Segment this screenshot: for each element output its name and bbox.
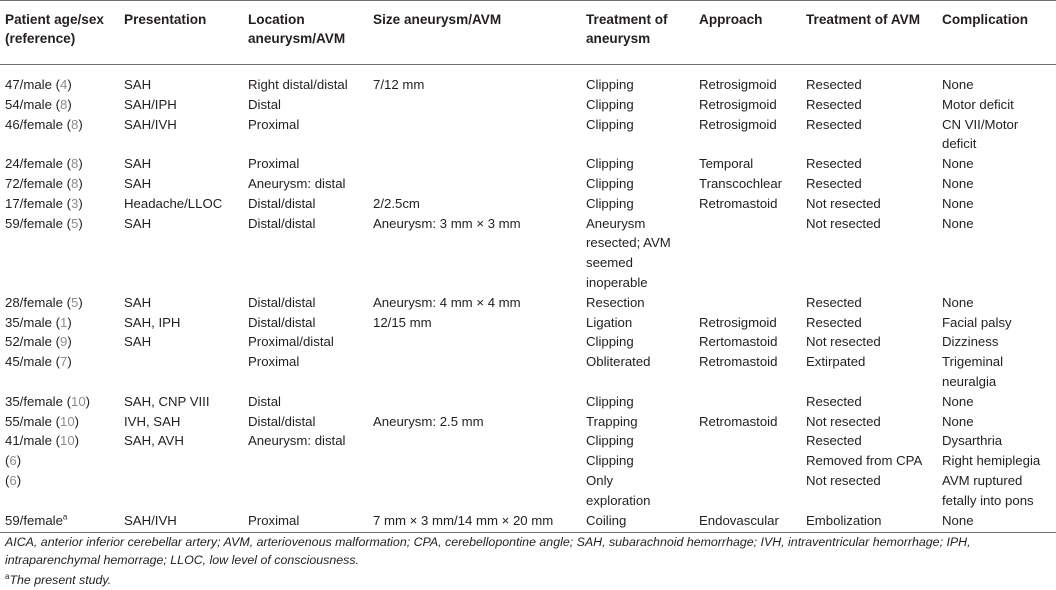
table-body: [0, 65, 1056, 533]
cell-size: 7/12 mm: [373, 77, 425, 92]
cell-treatment-aneurysm: [581, 194, 694, 214]
cell-treatment-avm: Not resected: [806, 334, 881, 350]
cell-treatment-aneurysm: [581, 392, 694, 412]
cell-treatment-aneurysm: [581, 293, 694, 313]
table-row: [0, 115, 1056, 155]
cell-treatment-aneurysm-text: Clipping: [586, 453, 634, 469]
cell-patient: 52/male (9): [5, 334, 72, 350]
cell-size: [368, 471, 581, 511]
cell-presentation: SAH: [124, 156, 152, 172]
cell-treatment-aneurysm: [581, 65, 694, 95]
cell-presentation: [119, 471, 243, 511]
cell-complication-text: Right hemiplegia: [942, 453, 1041, 469]
cell-presentation: SAH/IVH: [124, 116, 177, 132]
cell-complication: [937, 511, 1056, 533]
cell-patient: 59/female (5): [5, 215, 83, 231]
cell-patient: 54/male (8): [5, 96, 72, 112]
cell-treatment-aneurysm: [581, 115, 694, 155]
reference-link[interactable]: 8: [71, 116, 79, 132]
cell-treatment-avm: Not resected: [806, 472, 881, 488]
cell-treatment-avm: Resected: [806, 96, 862, 112]
cell-treatment-aneurysm: [581, 174, 694, 194]
cell-complication: [937, 451, 1056, 471]
cell-complication: [937, 332, 1056, 352]
cell-treatment-aneurysm-text: Clipping: [586, 96, 634, 112]
cell-complication-text: Motor deficit: [942, 96, 1014, 112]
cell-location: [243, 471, 368, 511]
reference-link[interactable]: 5: [71, 294, 79, 310]
reference-link[interactable]: 10: [60, 413, 75, 429]
cell-treatment-aneurysm: [581, 511, 694, 533]
cell-treatment-aneurysm: [581, 431, 694, 451]
cell-patient: 35/female (10): [5, 393, 91, 409]
patient-age-sex: 59/female: [5, 512, 63, 528]
cell-treatment-aneurysm: [581, 332, 694, 352]
cell-treatment-aneurysm: [581, 214, 694, 293]
cell-complication: [937, 293, 1056, 313]
cell-complication-text: None: [942, 294, 974, 310]
reference-link[interactable]: 4: [60, 77, 68, 92]
cell-treatment-avm: Resected: [806, 77, 862, 92]
cell-size: 2/2.5cm: [373, 195, 420, 211]
patient-age-sex: 59/female: [5, 215, 63, 231]
cell-presentation: SAH: [124, 294, 152, 310]
cell-location: Proximal/distal: [248, 334, 334, 350]
patient-age-sex: 47/male: [5, 77, 52, 92]
patient-age-sex: 35/female: [5, 393, 63, 409]
cell-approach: [694, 451, 801, 471]
cell-presentation: SAH, IPH: [124, 314, 181, 330]
cell-approach: Rertomastoid: [699, 334, 778, 350]
cell-treatment-avm: Removed from CPA: [806, 453, 923, 469]
patient-age-sex: 54/male: [5, 96, 52, 112]
cell-patient: 46/female (8): [5, 116, 83, 132]
table-header: [0, 1, 1056, 65]
table-row: [0, 431, 1056, 451]
cell-complication: [937, 214, 1056, 293]
table-footnotes: [5, 534, 1050, 590]
reference-link[interactable]: 8: [71, 175, 79, 191]
patient-age-sex: 46/female: [5, 116, 63, 132]
cell-treatment-aneurysm-text: Ligation: [586, 314, 633, 330]
cell-presentation: SAH: [124, 334, 152, 350]
table-row: [0, 352, 1056, 392]
cell-presentation: Headache/LLOC: [124, 195, 223, 211]
cell-approach: Retromastoid: [699, 413, 778, 429]
reference-link[interactable]: 7: [60, 354, 68, 370]
cell-approach: Temporal: [699, 156, 754, 172]
cell-treatment-aneurysm-text: Trapping: [586, 413, 638, 429]
cell-presentation: SAH, CNP VIII: [124, 393, 210, 409]
cell-presentation: [119, 352, 243, 392]
reference-link[interactable]: 9: [60, 334, 68, 350]
cell-complication-text: AVM ruptured fetally into pons: [942, 472, 1034, 508]
header-complication: Complication: [937, 1, 1056, 65]
cell-size: [368, 174, 581, 194]
cell-approach: Retrosigmoid: [699, 116, 777, 132]
cell-presentation: SAH: [124, 175, 152, 191]
cell-complication: [937, 471, 1056, 511]
cell-treatment-aneurysm-text: Resection: [586, 294, 645, 310]
cell-treatment-avm: Resected: [806, 393, 862, 409]
cell-size: 12/15 mm: [373, 314, 432, 330]
present-study-note: [5, 572, 1050, 590]
cell-approach: Endovascular: [694, 511, 801, 533]
cell-treatment-aneurysm-text: Clipping: [586, 77, 634, 92]
table-row: [0, 214, 1056, 293]
table-row: [0, 511, 1056, 533]
cell-complication: [937, 412, 1056, 432]
header-location: Location aneurysm/AVM: [243, 1, 368, 65]
cell-approach: [694, 214, 801, 293]
cell-complication: [937, 194, 1056, 214]
reference-link[interactable]: 6: [9, 472, 17, 488]
reference-link[interactable]: 10: [60, 433, 75, 449]
cell-treatment-aneurysm-text: Only exploration: [586, 472, 651, 508]
cell-complication-text: None: [942, 195, 974, 211]
cell-complication-text: Trigeminal neuralgia: [942, 354, 1004, 389]
cell-size: [368, 115, 581, 155]
cell-treatment-aneurysm: [581, 95, 694, 115]
table-row: [0, 412, 1056, 432]
reference-marker: a: [62, 512, 68, 522]
table-row: [0, 194, 1056, 214]
header-presentation: Presentation: [119, 1, 243, 65]
cell-approach: [694, 392, 801, 412]
cell-size: Aneurysm: 4 mm × 4 mm: [373, 294, 521, 310]
cell-size: [368, 352, 581, 392]
reference-link[interactable]: 8: [71, 156, 79, 172]
cell-treatment-avm: Resected: [806, 294, 862, 310]
cell-treatment-aneurysm: [581, 451, 694, 471]
cell-presentation: SAH, AVH: [124, 433, 184, 449]
patient-age-sex: 41/male: [5, 433, 52, 449]
cell-treatment-aneurysm: [581, 313, 694, 333]
cell-presentation: SAH: [124, 215, 152, 231]
header-approach: Approach: [694, 1, 801, 65]
cell-presentation: IVH, SAH: [124, 413, 181, 429]
abbreviations-note: AICA, anterior inferior cerebellar artery; AVM, arteriovenous malformation; CPA, cerebellopontine angle; SAH, subarachnoid hemorrhage; IVH, intraventricular hemorrhage; IPH, intraparenchymal hemorrage; LLOC, low level of consciousness.: [5, 535, 971, 567]
cell-treatment-avm: Resected: [806, 156, 862, 172]
header-patient: Patient age/sex (reference): [0, 1, 119, 65]
cell-treatment-avm: Resected: [806, 175, 862, 191]
cell-complication: [937, 431, 1056, 451]
cell-location: Distal/distal: [248, 294, 316, 310]
cell-complication: [937, 65, 1056, 95]
cell-treatment-aneurysm: [581, 352, 694, 392]
cell-patient: (6): [5, 453, 22, 469]
cell-complication-text: None: [942, 156, 974, 172]
present-study-text: The present study.: [9, 573, 112, 587]
table-row: [0, 471, 1056, 511]
cell-complication-text: CN VII/Motor deficit: [942, 116, 1019, 152]
cell-size: Aneurysm: 2.5 mm: [373, 413, 484, 429]
cell-patient: 45/male (7): [5, 354, 72, 370]
reference-link[interactable]: 3: [71, 195, 79, 211]
table-row: [0, 392, 1056, 412]
header-treatment-aneurysm: Treatment of aneurysm: [581, 1, 694, 65]
cell-treatment-avm: Not resected: [806, 413, 881, 429]
cell-location: Right distal/distal: [248, 77, 348, 92]
patient-age-sex: 45/male: [5, 354, 52, 370]
cell-treatment-aneurysm-text: Clipping: [586, 116, 634, 132]
cell-treatment-aneurysm: [581, 154, 694, 174]
cell-approach: [694, 471, 801, 511]
cell-treatment-aneurysm: [581, 471, 694, 511]
cell-complication: [937, 115, 1056, 155]
cell-treatment-aneurysm-text: Clipping: [586, 393, 634, 409]
table-row: [0, 65, 1056, 95]
table-row: [0, 451, 1056, 471]
cell-treatment-aneurysm-text: Clipping: [586, 156, 634, 172]
reference-link[interactable]: 10: [71, 393, 86, 409]
cell-complication: [937, 313, 1056, 333]
cell-complication-text: None: [942, 393, 974, 409]
table-row: [0, 95, 1056, 115]
cell-treatment-aneurysm-text: Obliterated: [586, 354, 651, 370]
cell-complication-text: Dysarthria: [942, 433, 1003, 449]
cell-presentation: SAH/IPH: [124, 96, 177, 112]
reference-link[interactable]: 8: [60, 96, 68, 112]
patient-age-sex: 24/female: [5, 156, 63, 172]
reference-link[interactable]: 5: [71, 215, 79, 231]
cell-presentation: [119, 451, 243, 471]
cell-patient: 17/female (3): [5, 195, 83, 211]
cell-size: Aneurysm: 3 mm × 3 mm: [373, 215, 521, 231]
cell-patient: 72/female (8): [5, 175, 83, 191]
cell-patient: 35/male (1): [5, 314, 72, 330]
cell-approach: Retromastoid: [699, 195, 778, 211]
cell-treatment-avm: Embolization: [801, 511, 937, 533]
cell-location: Aneurysm: distal: [248, 433, 346, 449]
cell-approach: Retrosigmoid: [699, 77, 777, 92]
cell-treatment-aneurysm-text: Aneurysm resected; AVM seemed inoperable: [586, 215, 671, 290]
cell-treatment-aneurysm-text: Coiling: [586, 512, 627, 528]
cell-patient: (6): [5, 472, 22, 488]
cell-size: [368, 95, 581, 115]
cell-treatment-aneurysm-text: Clipping: [586, 195, 634, 211]
cell-patient: 47/male (4): [5, 77, 72, 92]
cell-complication-text: Dizziness: [942, 334, 999, 350]
cell-complication-text: None: [942, 512, 974, 528]
cell-treatment-aneurysm-text: Clipping: [586, 175, 634, 191]
cell-complication: [937, 392, 1056, 412]
table-row: [0, 174, 1056, 194]
cell-location: Distal: [248, 393, 281, 409]
cell-size: [368, 332, 581, 352]
table-row: [0, 332, 1056, 352]
cell-treatment-avm: Resected: [806, 314, 862, 330]
cell-complication-text: Facial palsy: [942, 314, 1012, 330]
table-row: [0, 293, 1056, 313]
cell-location: Aneurysm: distal: [248, 175, 346, 191]
patient-age-sex: 28/female: [5, 294, 63, 310]
cell-size: [368, 451, 581, 471]
cell-complication: [937, 352, 1056, 392]
cell-location: Proximal: [248, 354, 300, 370]
cell-treatment-avm: Extirpated: [806, 354, 866, 370]
cell-location: Proximal: [243, 511, 368, 533]
cell-location: Distal/distal: [248, 314, 316, 330]
header-treatment-avm: Treatment of AVM: [801, 1, 937, 65]
cell-complication-text: None: [942, 77, 974, 92]
patient-age-sex: 52/male: [5, 334, 52, 350]
cell-presentation: SAH/IVH: [119, 511, 243, 533]
cell-complication-text: None: [942, 215, 974, 231]
patient-age-sex: 72/female: [5, 175, 63, 191]
cell-approach: Retrosigmoid: [699, 314, 777, 330]
cell-approach: Retrosigmoid: [699, 96, 777, 112]
cell-treatment-avm: Not resected: [806, 215, 881, 231]
cell-treatment-aneurysm-text: Clipping: [586, 433, 634, 449]
patient-age-sex: 55/male: [5, 413, 52, 429]
cell-patient: [0, 511, 119, 533]
table-row: [0, 313, 1056, 333]
header-size: Size aneurysm/AVM: [368, 1, 581, 65]
cell-complication-text: None: [942, 413, 974, 429]
cell-presentation: SAH: [124, 77, 152, 92]
cell-complication-text: None: [942, 175, 974, 191]
cell-size: 7 mm × 3 mm/14 mm × 20 mm: [368, 511, 581, 533]
cell-approach: [694, 293, 801, 313]
cell-location: Proximal: [248, 156, 300, 172]
cell-approach: Retromastoid: [699, 354, 778, 370]
cell-location: Distal/distal: [248, 413, 316, 429]
cell-approach: [694, 431, 801, 451]
cell-location: [243, 451, 368, 471]
cell-size: [368, 154, 581, 174]
cell-treatment-avm: Resected: [806, 116, 862, 132]
cell-treatment-avm: Not resected: [806, 195, 881, 211]
footnote-marker: a: [5, 571, 10, 581]
cell-complication: [937, 95, 1056, 115]
cell-location: Distal: [248, 96, 281, 112]
cell-location: Proximal: [248, 116, 300, 132]
cell-location: Distal/distal: [248, 215, 316, 231]
cell-treatment-avm: Resected: [806, 433, 862, 449]
reference-link[interactable]: 1: [60, 314, 68, 330]
patient-age-sex: 17/female: [5, 195, 63, 211]
cell-treatment-aneurysm: [581, 412, 694, 432]
cell-patient: 24/female (8): [5, 156, 83, 172]
cell-patient: 55/male (10): [5, 413, 80, 429]
cell-patient: 41/male (10): [5, 433, 80, 449]
cell-approach: Transcochlear: [699, 175, 783, 191]
cell-patient: 28/female (5): [5, 294, 83, 310]
patient-age-sex: 35/male: [5, 314, 52, 330]
cell-complication: [937, 154, 1056, 174]
cell-size: [368, 392, 581, 412]
cell-size: [368, 431, 581, 451]
table-row: [0, 154, 1056, 174]
cell-location: Distal/distal: [248, 195, 316, 211]
reference-link[interactable]: 6: [9, 453, 17, 469]
cell-treatment-aneurysm-text: Clipping: [586, 334, 634, 350]
cell-complication: [937, 174, 1056, 194]
